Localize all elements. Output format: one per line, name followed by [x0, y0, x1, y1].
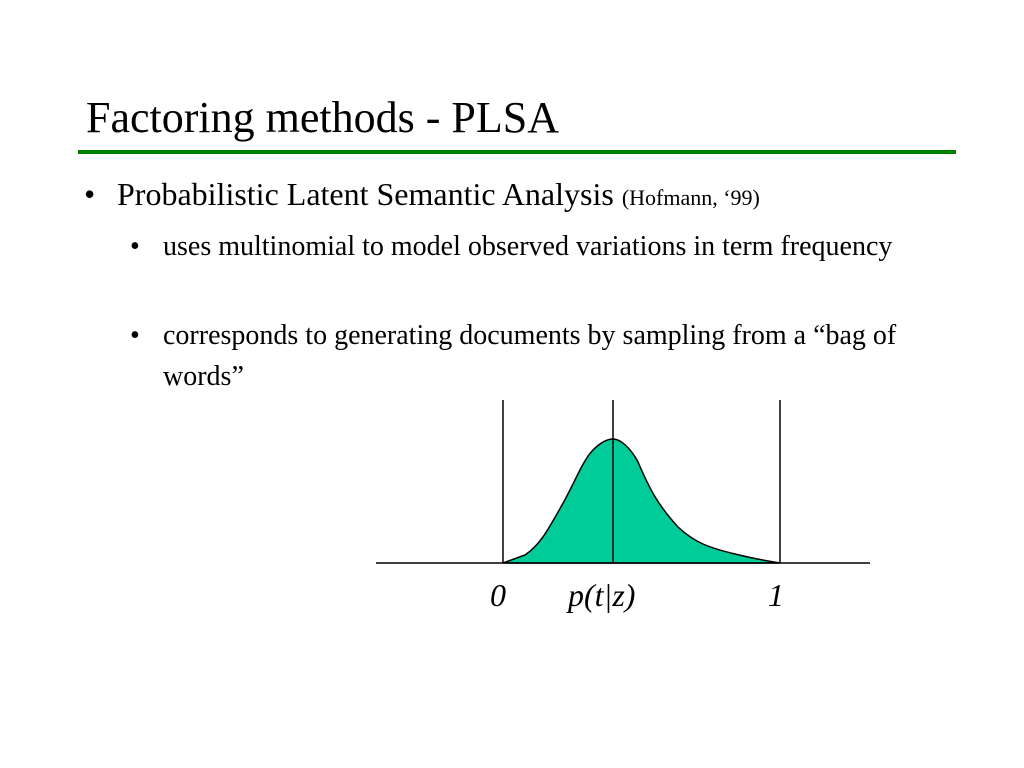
bullet-dot: • [84, 176, 96, 212]
sub-bullet-text: uses multinomial to model observed variations in term frequency [163, 231, 893, 262]
label-one: 1 [768, 577, 784, 613]
sub-bullet-dot: • [130, 231, 140, 262]
label-ptz: p(t|z) [568, 577, 636, 613]
distribution-curve [503, 439, 780, 563]
sub-bullet-text: corresponds to generating documents by sampling from a “bag of words” [163, 320, 897, 392]
label-zero: 0 [490, 577, 506, 613]
main-bullet-label: Probabilistic Latent Semantic Analysis [117, 176, 614, 212]
slide-title: Factoring methods - PLSA [86, 93, 559, 142]
citation: (Hofmann, ‘99) [621, 185, 760, 210]
sub-bullet-dot: • [130, 320, 140, 351]
